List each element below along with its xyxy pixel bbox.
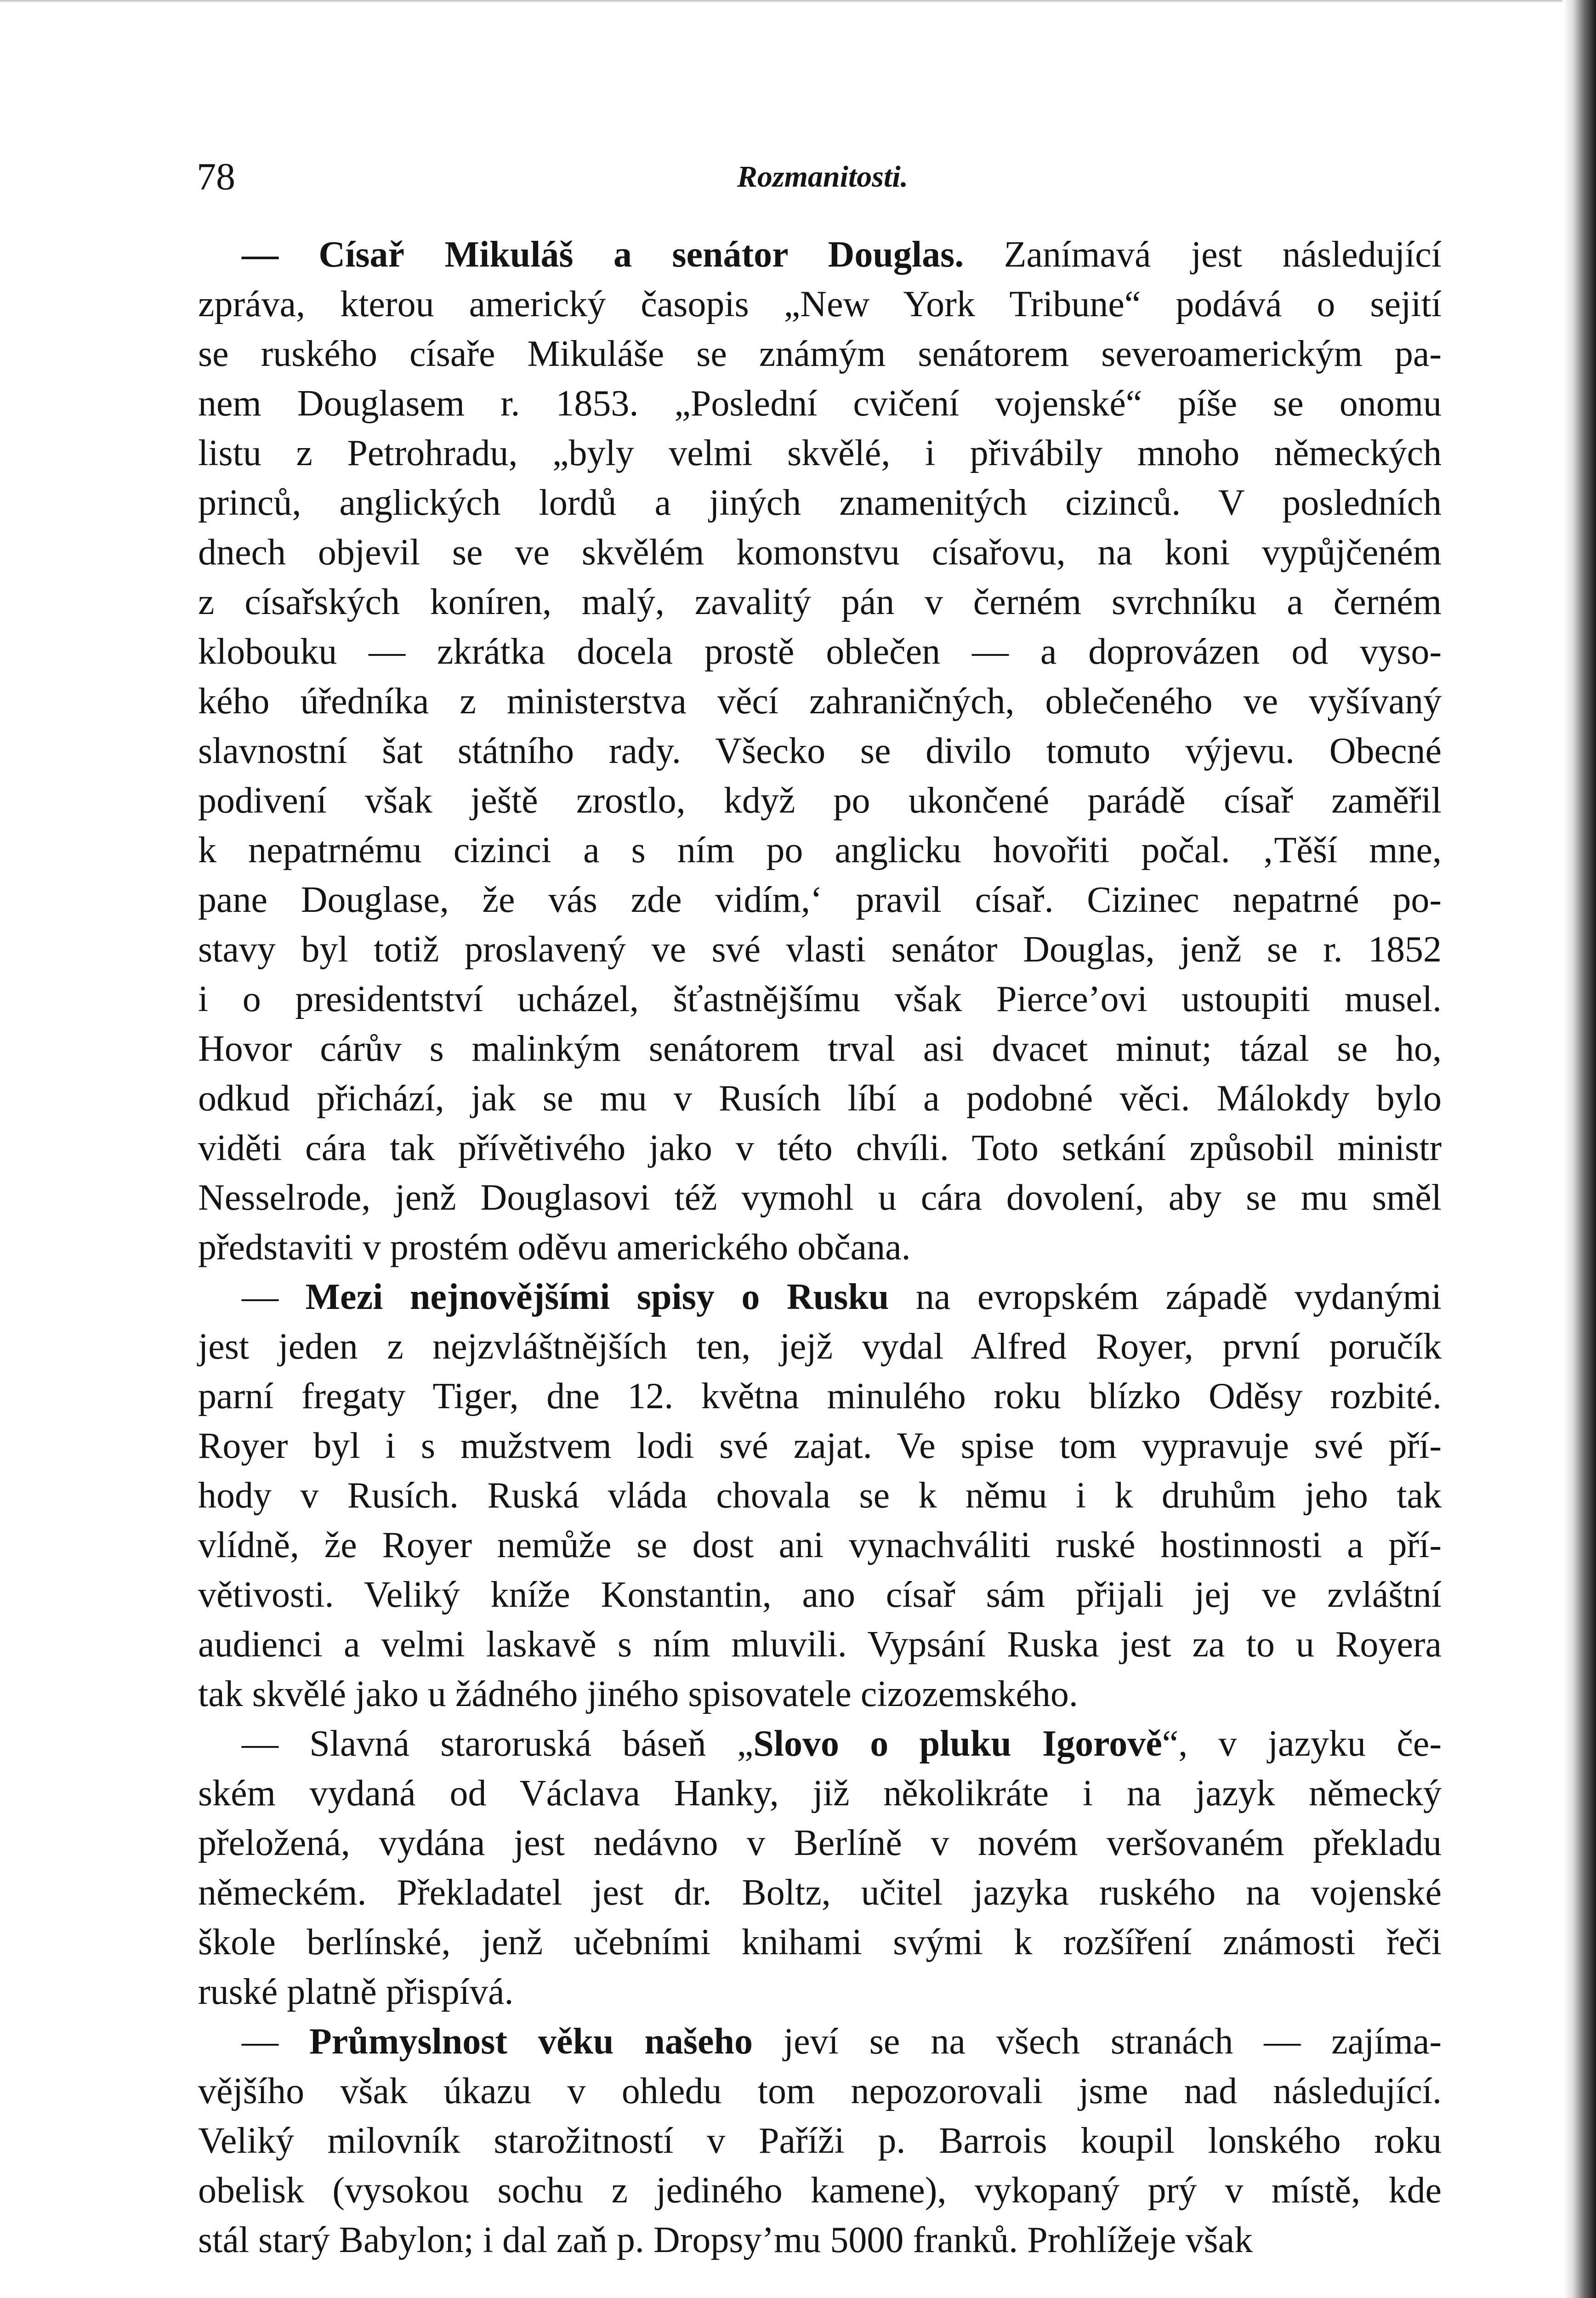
text-line — [198, 577, 1442, 627]
text-segment: — — [242, 1277, 306, 1317]
paragraph — [198, 2017, 1442, 2265]
text-segment: stavy byl totiž proslavený ve své vlasti senátor Douglas, jenž se r. 1852 — [198, 929, 1442, 970]
text-segment: nem Douglasem r. 1853. „Poslední cvičení vojenské“ píše se onomu — [198, 383, 1442, 424]
bold-heading-text: Průmyslnost věku našeho — [309, 2021, 753, 2062]
text-line — [198, 1967, 1442, 2017]
text-line — [198, 925, 1442, 974]
text-segment: parní fregaty Tiger, dne 12. května minulého roku blízko Oděsy rozbité. — [198, 1376, 1442, 1416]
text-segment: představiti v prostém oděvu amerického občana. — [198, 1227, 911, 1268]
text-line — [198, 1471, 1442, 1520]
text-line — [198, 1818, 1442, 1868]
text-segment: klobouku — zkrátka docela prostě oblečen — a doprovázen od vyso- — [198, 631, 1442, 672]
text-segment: větivosti. Veliký kníže Konstantin, ano císař sám přijali jej ve zvláštní — [198, 1575, 1442, 1615]
text-segment: pane Douglase, že vás zde vidím,‘ pravil císař. Cizinec nepatrné po- — [198, 880, 1442, 920]
text-line — [198, 379, 1442, 428]
text-segment: odkud přichází, jak se mu v Rusích líbí a podobné věci. Málokdy bylo — [198, 1078, 1442, 1119]
text-segment: jest jeden z nejzvláštnějších ten, jejž vydal Alfred Royer, první poručík — [198, 1326, 1442, 1367]
text-line — [198, 1272, 1442, 1322]
text-line — [198, 726, 1442, 776]
text-segment: jeví se na všech stranách — zajíma- — [753, 2021, 1442, 2062]
text-line — [198, 230, 1442, 279]
text-segment: přeložená, vydána jest nedávno v Berlíně v novém veršovaném překladu — [198, 1823, 1442, 1863]
text-segment: audienci a velmi laskavě s ním mluvili. Vypsání Ruska jest za to u Royera — [198, 1624, 1442, 1665]
paragraph — [198, 230, 1442, 1272]
bold-heading-text: Slovo o pluku Igorově — [753, 1724, 1162, 1764]
text-line — [198, 2116, 1442, 2166]
text-segment: vlídně, že Royer nemůže se dost ani vynachváliti ruské hostinnosti a pří- — [198, 1525, 1442, 1565]
text-segment: princů, anglických lordů a jiných znamenitých cizinců. V posledních — [198, 483, 1442, 523]
text-segment: hody v Rusích. Ruská vláda chovala se k němu i k druhům jeho tak — [198, 1475, 1442, 1516]
text-segment: Veliký milovník starožitností v Paříži p. Barrois koupil lonského roku — [198, 2121, 1442, 2161]
scan-top-edge — [0, 0, 1562, 3]
text-line — [198, 2017, 1442, 2066]
text-segment: německém. Překladatel jest dr. Boltz, učitel jazyka ruského na vojenské — [198, 1872, 1442, 1913]
text-segment: k nepatrnému cizinci a s ním po anglicku hovořiti počal. ‚Těší mne, — [198, 830, 1442, 870]
text-segment: viděti cára tak přívětivého jako v této chvíli. Toto setkání způsobil ministr — [198, 1128, 1442, 1168]
text-segment: “, v jazyku če- — [1162, 1724, 1442, 1764]
text-line — [198, 478, 1442, 528]
text-line — [198, 1371, 1442, 1421]
text-line — [198, 1570, 1442, 1620]
text-line — [198, 2166, 1442, 2215]
page-number: 78 — [197, 155, 235, 198]
text-line — [198, 1719, 1442, 1769]
text-segment: listu z Petrohradu, „byly velmi skvělé, i přivábily mnoho německých — [198, 433, 1442, 473]
text-line — [198, 776, 1442, 825]
text-line — [198, 1123, 1442, 1173]
text-segment: z císařských koníren, malý, zavalitý pán v černém svrchníku a černém — [198, 582, 1442, 622]
text-line — [198, 1620, 1442, 1669]
text-line — [198, 428, 1442, 478]
text-line — [198, 875, 1442, 925]
text-line — [198, 1868, 1442, 1917]
text-line — [198, 279, 1442, 329]
text-segment: Nesselrode, jenž Douglasovi též vymohl u cára dovolení, aby se mu směl — [198, 1177, 1442, 1218]
text-line — [198, 825, 1442, 875]
text-line — [198, 1322, 1442, 1371]
text-segment: kého úředníka z ministerstva věcí zahraničných, oblečeného ve vyšívaný — [198, 681, 1442, 722]
text-segment: slavnostní šat státního rady. Všecko se divilo tomuto výjevu. Obecné — [198, 731, 1442, 771]
text-line — [198, 974, 1442, 1024]
text-segment: tak skvělé jako u žádného jiného spisovatele cizozemského. — [198, 1674, 1078, 1714]
paragraph — [198, 1272, 1442, 1719]
text-line — [198, 677, 1442, 726]
paragraph — [198, 1719, 1442, 2017]
text-line — [198, 329, 1442, 379]
text-segment: Royer byl i s mužstvem lodi své zajat. Ve spise tom vypravuje své pří- — [198, 1426, 1442, 1466]
text-line — [198, 2215, 1442, 2265]
text-segment: podivení však ještě zrostlo, když po ukončené parádě císař zaměřil — [198, 780, 1442, 821]
text-segment: — — [242, 2021, 309, 2062]
body-text — [198, 230, 1442, 2265]
text-line — [198, 1074, 1442, 1123]
bold-heading-text: — Císař Mikuláš a senátor Douglas. — [242, 234, 964, 275]
text-line — [198, 1917, 1442, 1967]
text-segment: ruské platně přispívá. — [198, 1972, 514, 2012]
bold-heading-text: Mezi nejnovějšími spisy o Rusku — [305, 1277, 889, 1317]
text-segment: ském vydaná od Václava Hanky, již několikráte i na jazyk německý — [198, 1773, 1442, 1814]
text-line — [198, 627, 1442, 677]
text-segment: obelisk (vysokou sochu z jediného kamene), vykopaný prý v místě, kde — [198, 2170, 1442, 2211]
text-segment: vějšího však úkazu v ohledu tom nepozorovali jsme nad následující. — [198, 2071, 1442, 2111]
running-head: Rozmanitosti. — [737, 160, 909, 193]
text-line — [198, 1669, 1442, 1719]
scan-page-edge — [1564, 0, 1596, 2298]
text-line — [198, 1769, 1442, 1818]
text-segment: Hovor cárův s malinkým senátorem trval asi dvacet minut; tázal se ho, — [198, 1029, 1442, 1069]
text-line — [198, 1024, 1442, 1074]
text-line — [198, 2066, 1442, 2116]
text-segment: i o presidentství ucházel, šťastnějšímu však Pierce’ovi ustoupiti musel. — [198, 979, 1442, 1019]
text-segment: Zanímavá jest následující — [964, 234, 1442, 275]
text-segment: — Slavná staroruská báseň „ — [242, 1724, 754, 1764]
text-line — [198, 1223, 1442, 1272]
text-segment: škole berlínské, jenž učebními knihami svými k rozšíření známosti řeči — [198, 1922, 1442, 1962]
text-segment: stál starý Babylon; i dal zaň p. Dropsy’mu 5000 franků. Prohlížeje však — [198, 2220, 1253, 2260]
text-line — [198, 1173, 1442, 1223]
text-line — [198, 1421, 1442, 1471]
text-segment: zpráva, kterou americký časopis „New York Tribune“ podává o sejití — [198, 284, 1442, 324]
text-line — [198, 528, 1442, 577]
text-line — [198, 1520, 1442, 1570]
text-segment: na evropském západě vydanými — [889, 1277, 1442, 1317]
text-segment: se ruského císaře Mikuláše se známým senátorem severoamerickým pa- — [198, 334, 1442, 374]
text-segment: dnech objevil se ve skvělém komonstvu císařovu, na koni vypůjčeném — [198, 532, 1442, 573]
